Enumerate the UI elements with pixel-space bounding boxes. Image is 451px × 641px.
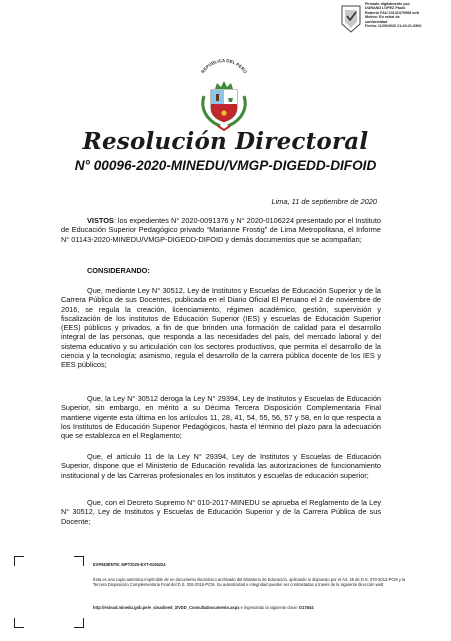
signature-text: Firmado digitalmente por: DURAND LOPEZ Paulo Roberto FAU 20131370998 soft Motivo: En señal de conformidad Fecha: 11/09/2020 21:40:21-0500 (365, 2, 422, 29)
body-paragraph: Que, el artículo 11 de la Ley N° 29394, Ley de Institutos y Escuelas de Educación Superior, dispone que el Ministerio de Educación revalida las autorizaciones de funcionamiento institucional y de las Carreras profesionales en los institutos y escuelas de educación superior; (61, 452, 381, 480)
authenticity-note: Esta es una copia auténtica imprimible de un documento electrónico archivado del Ministerio de Educación, aplicando lo dispuesto por el Art. 25 de D.S. 070-2013-PCM y la Tercera Disposición Complementaria Final del D.S. 026-2016-PCM. Su autenticidad e integridad pueden ser contrastadas a través de la siguiente dirección web: (93, 577, 406, 588)
signature-stamp-icon (340, 4, 362, 34)
qr-frame-corner (74, 556, 84, 566)
qr-frame-corner (74, 618, 84, 628)
qr-frame-corner (14, 618, 24, 628)
body-paragraph: Que, la Ley N° 30512 deroga la Ley N° 29394, Ley de Institutos y Escuelas de Educación Superior, sin embargo, en mérito a su Décima Tercera Disposición Complementaria Final mantiene vigente esta última en los artículos 11, 28, 41, 54, 55, 56, 57 y 58, en lo que respecta a los Institutos de Educación Superior Pedagógicos, hasta el término del plazo para la adecuación que se establezca en el Reglamento; (61, 394, 381, 441)
verification-instruction: e ingresando la siguiente clave: (239, 605, 300, 610)
vistos-text: : los expedientes N° 2020-0091376 y N° 2020-0106224 presentado por el Instituto de Educación Superior Pedagógico privado “Marianne Frostig” de Lima Metropolitana, el Informe N° 01143-2020-MINEDU/VMGP-DIGEDD-DIFOID y demás documentos que se acompañan; (61, 216, 381, 244)
considerando-heading: CONSIDERANDO: (87, 266, 150, 275)
resolution-number: N° 00096-2020-MINEDU/VMGP-DIGEDD-DIFOID (74, 158, 377, 173)
verification-url[interactable]: http://esinad.minedu.gob.pe/e_sinadmed_3/VDD_ConsultaDocumento.aspx (93, 605, 240, 610)
qr-frame-corner (14, 556, 24, 566)
body-paragraph: Que, mediante Ley N° 30512, Ley de Institutos y Escuelas de Educación Superior y de la Carrera Pública de sus Docentes, publicada en el Diario Oficial El Peruano el 2 de noviembre de 2016, se regula la creación, licenciamiento, régimen académico, gestión, supervisión y fiscalización de los institutos de Educación Superior (IES) y escuelas de Educación Superior (EES) públicos y privados, a fin de que brinden una formación de calidad para el desarrollo integral de las personas, que responda a las necesidades del país, del mercado laboral y del sistema educativo y su articulación con los sectores productivos, que permita el desarrollo de la ciencia y la tecnología; asimismo, regula el desarrollo de la carrera pública docente de los IES y EES públicos; (61, 286, 381, 370)
qr-code-area (24, 566, 76, 618)
verification-line (93, 605, 415, 610)
arms-caption: REPÚBLICA DEL PERÚ (200, 57, 248, 75)
digital-signature-block (340, 2, 448, 42)
verification-key: D17844 (299, 605, 314, 610)
document-date: Lima, 11 de septiembre de 2020 (271, 197, 377, 206)
coat-of-arms-icon (188, 56, 260, 132)
vistos-paragraph (61, 216, 381, 244)
body-paragraph: Que, con el Decreto Supremo N° 010-2017-MINEDU se aprueba el Reglamento de la Ley N° 30512, Ley de Institutos y Escuelas de Educación Superior y de la Carrera Pública de sus Docente; (61, 498, 381, 526)
document-title: Resolución Directoral (82, 128, 369, 155)
vistos-label: VISTOS (87, 216, 114, 225)
expediente-number: EXPEDIENTE: MPT2020-EXT-0106224 (93, 562, 166, 567)
svg-text:REPÚBLICA DEL PERÚ (200, 58, 248, 74)
